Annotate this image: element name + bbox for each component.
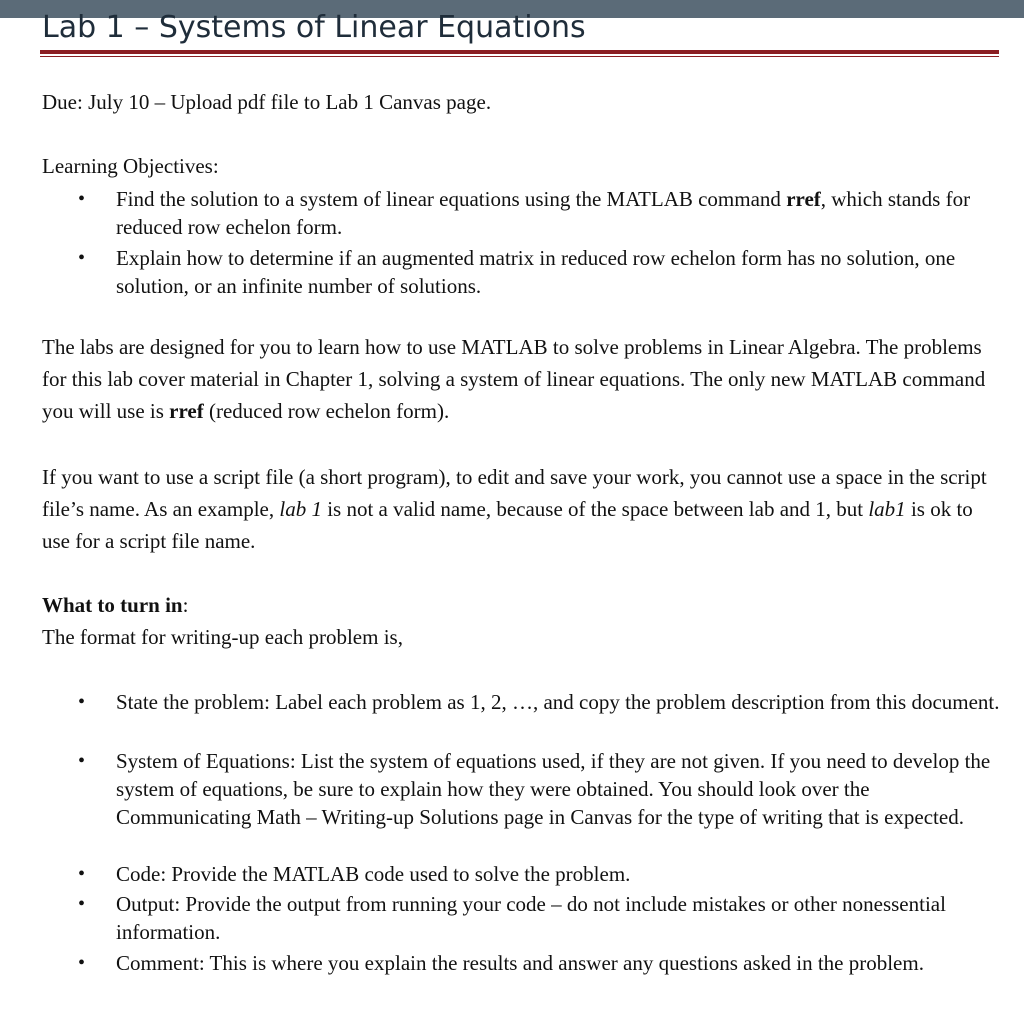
bullet-icon: • — [78, 247, 86, 269]
invalid-filename-example: lab 1 — [279, 497, 322, 521]
bullet-icon: • — [78, 188, 86, 210]
turn-in-item-text: System of Equations: List the system of equations used, if they are not given. If you need to develop the system of equations, be sure to explain how they were obtained. You should look over the Communicating Math – Writing-up Solutions page in Canvas for the type of writing that is expected. — [116, 749, 991, 829]
bullet-icon: • — [78, 863, 86, 885]
turn-in-item-text: State the problem: Label each problem as 1, 2, …, and copy the problem description from this document. — [116, 690, 1000, 714]
script-file-paragraph: If you want to use a script file (a short program), to edit and save your work, you cannot use a space in the script file’s name. As an example, lab 1 is not a valid name, because of the space between lab and 1, but lab1 is ok to use for a script file name. — [42, 465, 987, 553]
objective-text: Find the solution to a system of linear equations using the MATLAB command rref, which stands for reduced row echelon form. — [116, 187, 971, 239]
turn-in-item-text: Code: Provide the MATLAB code used to solve the problem. — [116, 862, 631, 886]
bullet-icon: • — [78, 750, 86, 772]
objectives-heading: Learning Objectives: — [42, 154, 219, 178]
bullet-icon: • — [78, 691, 86, 713]
title-rule-thick — [40, 50, 999, 54]
page-title: Lab 1 – Systems of Linear Equations — [42, 10, 586, 45]
valid-filename-example: lab1 — [868, 497, 906, 521]
bullet-icon: • — [78, 952, 86, 974]
due-date-line: Due: July 10 – Upload pdf file to Lab 1 Canvas page. — [42, 90, 492, 114]
title-rule-thin — [40, 56, 999, 57]
turn-in-heading: What to turn in: — [42, 593, 189, 617]
rref-command: rref — [169, 399, 204, 423]
rref-command: rref — [786, 187, 821, 211]
turn-in-item-text: Comment: This is where you explain the results and answer any questions asked in the problem. — [116, 951, 924, 975]
turn-in-format-line: The format for writing-up each problem is, — [42, 625, 403, 649]
objective-text: Explain how to determine if an augmented matrix in reduced row echelon form has no solution, one solution, or an infinite number of solutions. — [116, 246, 956, 298]
turn-in-item-text: Output: Provide the output from running your code – do not include mistakes or other nonessential information. — [116, 892, 946, 944]
bullet-icon: • — [78, 893, 86, 915]
intro-paragraph: The labs are designed for you to learn how to use MATLAB to solve problems in Linear Algebra. The problems for this lab cover material in Chapter 1, solving a system of linear equations. The only new MATLAB command you will use is rref (reduced row echelon form). — [42, 335, 986, 423]
